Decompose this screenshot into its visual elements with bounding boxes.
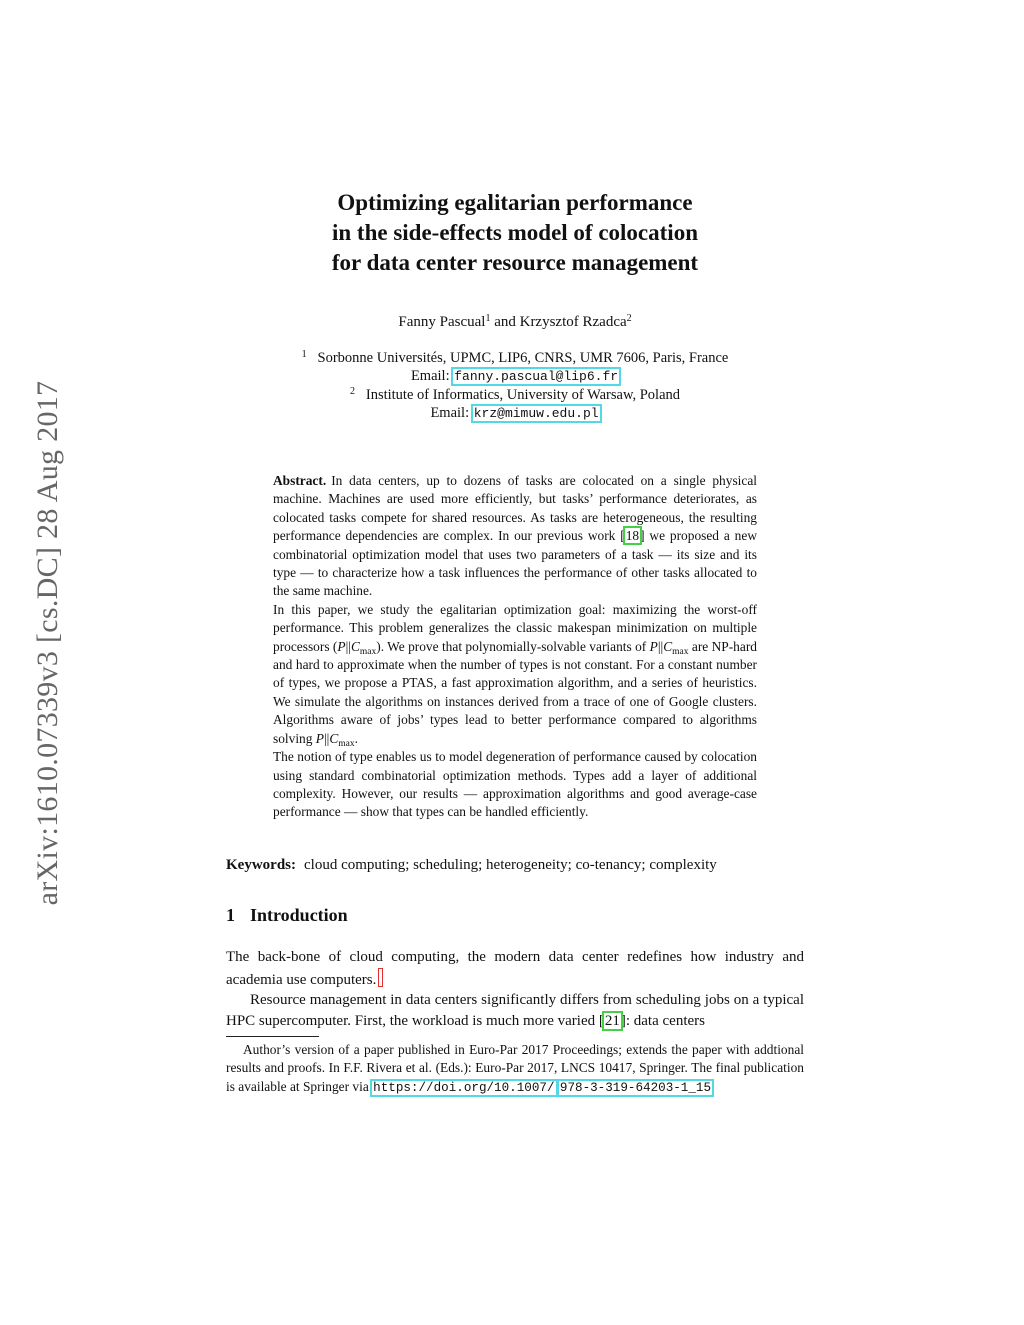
math-p: P: [649, 638, 658, 654]
math-max: max: [672, 646, 689, 657]
affiliation-1-mark: 1: [301, 349, 307, 360]
math-p: P: [337, 638, 346, 654]
affiliation-2-mark: 2: [349, 386, 355, 397]
email-1-link[interactable]: fanny.pascual@lip6.fr: [454, 369, 619, 384]
title-line-1: Optimizing egalitarian performance: [337, 190, 693, 215]
section-heading-introduction: [226, 905, 348, 926]
math-c: C: [663, 638, 673, 654]
section-title: Introduction: [250, 905, 348, 925]
abstract-text: In this paper, we study the egalitarian optimization goal: maximizing the worst-off performance. This problem generalizes the classic makespan minimization on multiple processors (: [273, 601, 757, 654]
abstract-text: are NP-hard and hard to approximate when the number of types is not constant. For a constant number of types, we propose a PTAS, a fast approximation algorithm, and a series of heuristics. We simulate the algorithms on instances derived from a trace of one of Google clusters. Algorithms aware of jobs’ types lead to better performance compared to algorithms solving: [273, 638, 757, 746]
math-c: C: [350, 638, 360, 654]
paper-title: [226, 188, 804, 278]
intro-text: The back-bone of cloud computing, the modern data center redefines how industry and academia use computers.: [226, 949, 804, 988]
title-line-2: in the side-effects model of colocation: [331, 220, 698, 245]
footnote-rule: [226, 1036, 319, 1037]
abstract-label: Abstract.: [273, 473, 327, 488]
doi-link-part-1[interactable]: https://doi.org/10.1007/: [373, 1080, 555, 1095]
footnote-text: Author’s version of a paper published in Euro-Par 2017 Proceedings; extends the paper with addtional results and proofs. In F.F. Rivera et al. (Eds.): Euro-Par 2017, LNCS 10417, Springer. The final publication is available at Springer via: [226, 1042, 804, 1094]
intro-paragraph-2: [226, 990, 804, 1031]
abstract-paragraph-2: [273, 601, 757, 748]
arxiv-identifier: arXiv:1610.07339v3 [cs.DC] 28 Aug 2017: [31, 380, 64, 905]
author-1-mark: 1: [485, 313, 491, 324]
author-2: Krzysztof Rzadca: [519, 314, 627, 330]
footnote: [226, 1041, 804, 1097]
abstract-paragraph-1: [273, 472, 757, 601]
intro-text: Resource management in data centers significantly differs from scheduling jobs on a typical HPC supercomputer. First, the workload is much more varied [: [226, 992, 804, 1029]
math-c: C: [329, 730, 339, 746]
math-p: P: [315, 730, 324, 746]
email-1-label: Email:: [410, 368, 454, 384]
abstract-text: .: [354, 730, 358, 746]
title-line-3: for data center resource management: [331, 250, 699, 275]
affiliation-block: [226, 349, 804, 423]
citation-21-link[interactable]: 21: [604, 1012, 620, 1029]
author-1: Fanny Pascual: [398, 314, 486, 330]
section-number: 1: [226, 905, 235, 925]
math-sep: ||: [323, 730, 330, 746]
intro-paragraph-1: [226, 947, 804, 990]
abstract-text: In data centers, up to dozens of tasks are colocated on a single physical machine. Machines are used more efficiently, but tasks’ performance deteriorates, as colocated tasks compete for shared resources. As tasks are heterogeneous, the resulting performance dependencies are complex. In our previous work [: [273, 473, 757, 544]
abstract-text: ). We prove that polynomially-solvable variants of: [376, 638, 650, 654]
math-sep: ||: [345, 638, 351, 654]
keywords-text: cloud computing; scheduling; heterogeneity; co-tenancy; complexity: [304, 857, 717, 873]
abstract-paragraph-3: The notion of type enables us to model degeneration of performance caused by colocation using standard combinatorial optimization methods. Types add a layer of additional complexity. However, our results — approximation algorithms and good average-case performance — show that types can be handled efficiently.: [273, 749, 757, 820]
math-sep: ||: [657, 638, 664, 654]
affiliation-1: [226, 349, 804, 367]
email-2-label: Email:: [430, 405, 473, 421]
affiliation-2-name: Institute of Informatics, University of Warsaw, Poland: [365, 387, 681, 403]
keywords-label: Keywords:: [226, 857, 296, 873]
affiliation-1-name: Sorbonne Universités, UPMC, LIP6, CNRS, UMR 7606, Paris, France: [317, 350, 729, 366]
arxiv-side-stamp: [30, 345, 66, 940]
abstract: [273, 472, 757, 822]
math-max: max: [359, 646, 377, 657]
author-2-mark: 2: [626, 313, 632, 324]
doi-link-part-2[interactable]: 978-3-319-64203-1_15: [559, 1080, 712, 1095]
email-2-line: [226, 404, 804, 423]
author-line: [226, 313, 804, 331]
email-2-link[interactable]: krz@mimuw.edu.pl: [473, 406, 599, 421]
email-1-line: [226, 367, 804, 386]
intro-text: ]: data centers: [620, 1012, 705, 1029]
author-joiner: and: [490, 314, 520, 330]
introduction-body: [226, 947, 804, 1031]
footnote-mark-link[interactable]: [378, 968, 383, 987]
citation-18-link[interactable]: 18: [625, 528, 640, 544]
keywords: [226, 855, 804, 875]
affiliation-2: [226, 386, 804, 404]
abstract-text: ] we proposed a new combinatorial optimization model that uses two parameters of a task — its size and its type — to characterize how a task influences the performance of other tasks allocated to the same machine.: [273, 528, 757, 599]
math-max: max: [338, 738, 355, 749]
